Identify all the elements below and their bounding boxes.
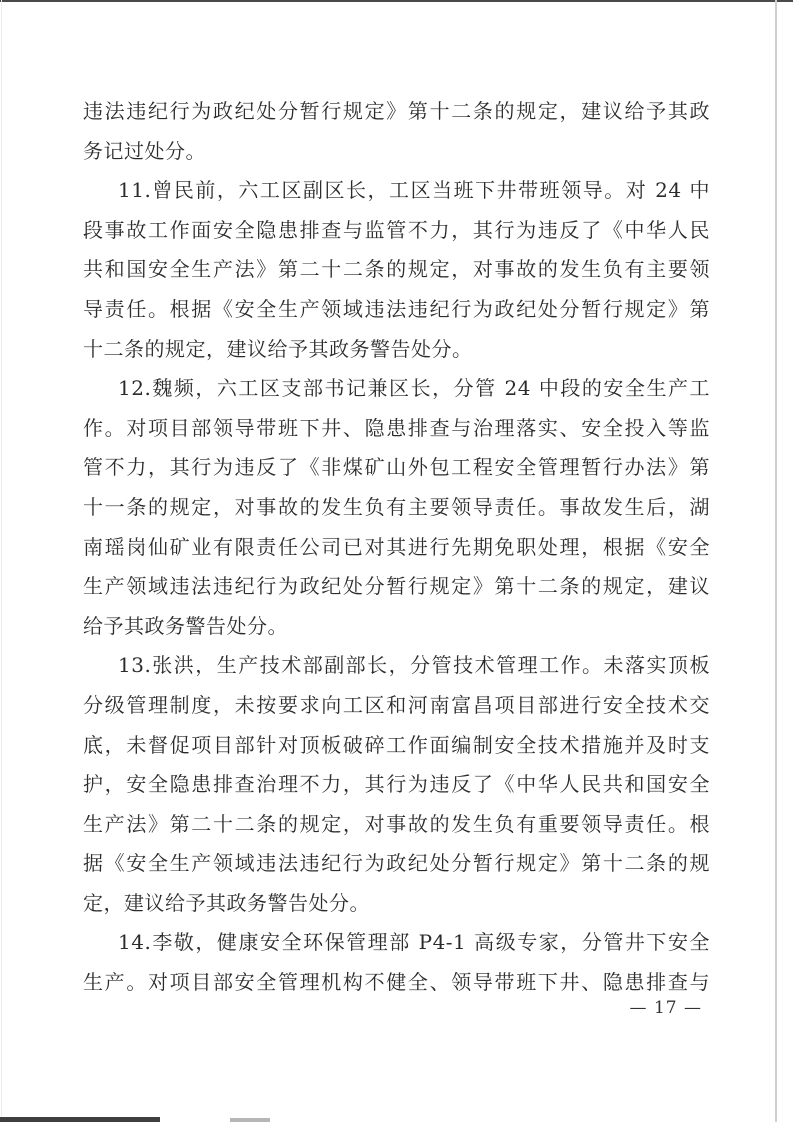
scan-artifact-top-edge bbox=[0, 0, 793, 2]
page-number: — 17 — bbox=[629, 998, 702, 1018]
text-line: 14.李敬，健康安全环保管理部 P4-1 高级专家，分管井下安全 bbox=[118, 930, 710, 955]
text-line: 生产领域违法违纪行为政纪处分暂行规定》第十二条的规定，建议 bbox=[83, 574, 710, 599]
text-line: 给予其政务警告处分。 bbox=[83, 613, 288, 638]
text-line: 十二条的规定，建议给予其政务警告处分。 bbox=[83, 336, 473, 361]
paragraph-item-11 bbox=[83, 171, 710, 369]
paragraph-item-10-continuation bbox=[83, 92, 710, 171]
text-line: 违法违纪行为政纪处分暂行规定》第十二条的规定，建议给予其政 bbox=[83, 99, 710, 123]
text-line: 务记过处分。 bbox=[83, 138, 206, 163]
text-block bbox=[83, 92, 710, 1003]
text-line: 据《安全生产领域违法违纪行为政纪处分暂行规定》第十二条的规 bbox=[83, 851, 710, 876]
text-line: 12.魏频，六工区支部书记兼区长，分管 24 中段的安全生产工 bbox=[118, 376, 710, 401]
text-line: 分级管理制度，未按要求向工区和河南富昌项目部进行安全技术交 bbox=[83, 692, 710, 717]
scan-artifact-right-edge bbox=[775, 0, 777, 1122]
text-line: 生产法》第二十二条的规定，对事故的发生负有重要领导责任。根 bbox=[83, 811, 710, 836]
scan-artifact-left-edge bbox=[1, 0, 2, 1122]
text-line: 生产。对项目部安全管理机构不健全、领导带班下井、隐患排查与 bbox=[83, 970, 710, 995]
text-line: 导责任。根据《安全生产领域违法违纪行为政纪处分暂行规定》第 bbox=[83, 296, 710, 321]
text-line: 十一条的规定，对事故的发生负有主要领导责任。事故发生后，湖 bbox=[83, 494, 710, 519]
scan-artifact-bottom-mark bbox=[230, 1118, 270, 1122]
text-line: 护，安全隐患排查治理不力，其行为违反了《中华人民共和国安全 bbox=[83, 772, 710, 797]
paragraph-item-12 bbox=[83, 369, 710, 646]
text-line: 南瑶岗仙矿业有限责任公司已对其进行先期免职处理，根据《安全 bbox=[83, 534, 710, 559]
text-line: 定，建议给予其政务警告处分。 bbox=[83, 890, 370, 915]
text-line: 13.张洪，生产技术部副部长，分管技术管理工作。未落实顶板 bbox=[118, 653, 710, 678]
text-line: 作。对项目部领导带班下井、隐患排查与治理落实、安全投入等监 bbox=[83, 415, 710, 440]
text-line: 管不力，其行为违反了《非煤矿山外包工程安全管理暂行办法》第 bbox=[83, 455, 710, 480]
paragraph-item-14 bbox=[83, 923, 710, 1002]
scan-artifact-bottom-band bbox=[0, 1117, 160, 1122]
text-line: 段事故工作面安全隐患排查与监管不力，其行为违反了《中华人民 bbox=[83, 217, 710, 242]
text-line: 底，未督促项目部针对顶板破碎工作面编制安全技术措施并及时支 bbox=[83, 732, 710, 757]
paragraph-item-13 bbox=[83, 646, 710, 923]
text-line: 共和国安全生产法》第二十二条的规定，对事故的发生负有主要领 bbox=[83, 257, 710, 282]
text-line: 11.曾民前，六工区副区长，工区当班下井带班领导。对 24 中 bbox=[118, 178, 710, 203]
